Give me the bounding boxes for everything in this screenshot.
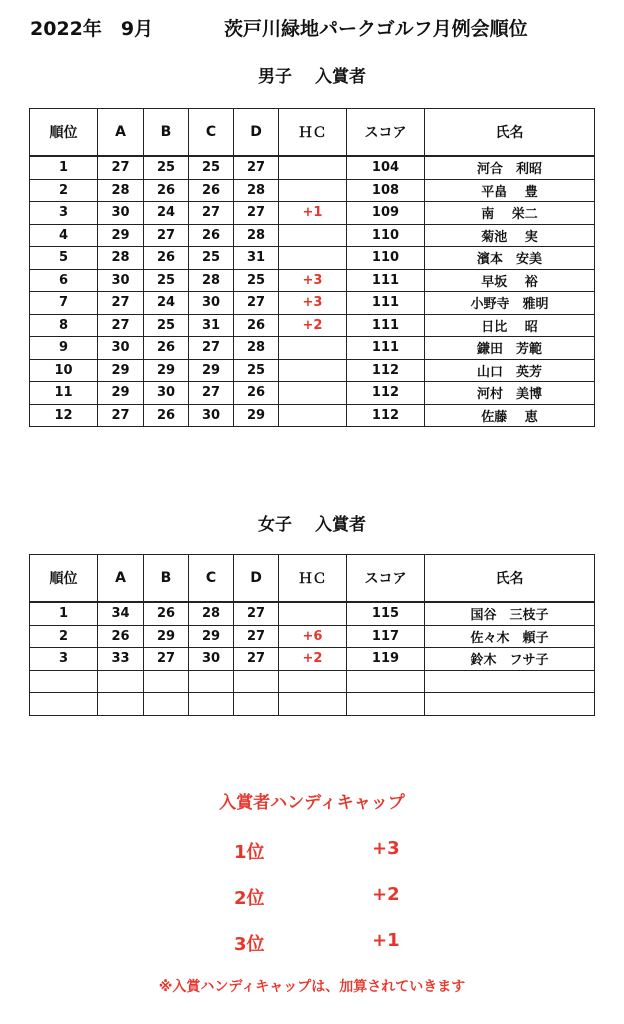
table-row [30, 224, 595, 247]
c-cell: 28 [189, 269, 234, 292]
b-cell: 26 [144, 247, 189, 270]
name-cell: 河村 美博 [425, 382, 595, 405]
d-cell: 29 [234, 404, 279, 427]
score-cell [347, 670, 425, 693]
b-cell [144, 693, 189, 716]
c-cell: 26 [189, 224, 234, 247]
rank-cell: 2 [30, 179, 98, 202]
d-cell: 27 [234, 202, 279, 225]
rank-cell: 9 [30, 337, 98, 360]
c-cell [189, 693, 234, 716]
hc-cell [279, 224, 347, 247]
hc-cell [279, 247, 347, 270]
rank-cell: 2 [30, 625, 98, 648]
name-cell: 南 栄二 [425, 202, 595, 225]
d-cell: 25 [234, 359, 279, 382]
men-ranking-table [29, 108, 595, 427]
rank-cell: 3 [30, 202, 98, 225]
table-header-row [30, 109, 595, 157]
a-cell: 30 [98, 269, 144, 292]
col-score-header: スコア [347, 555, 425, 603]
b-cell: 27 [144, 224, 189, 247]
a-cell: 30 [98, 202, 144, 225]
name-cell: 日比 昭 [425, 314, 595, 337]
name-cell: 濱本 安美 [425, 247, 595, 270]
d-cell: 27 [234, 648, 279, 671]
handicap-title: 入賞者ハンディキャップ [219, 793, 405, 813]
hc-cell [279, 156, 347, 179]
table-row [30, 247, 595, 270]
score-cell [347, 693, 425, 716]
women-section-title: 女子 入賞者 [258, 515, 366, 535]
score-cell: 111 [347, 337, 425, 360]
table-row [30, 269, 595, 292]
c-cell: 29 [189, 359, 234, 382]
handicap-value-3: +1 [372, 930, 400, 951]
d-cell: 28 [234, 179, 279, 202]
name-cell: 山口 英芳 [425, 359, 595, 382]
hc-cell: +1 [279, 202, 347, 225]
c-cell: 30 [189, 404, 234, 427]
hc-cell [279, 337, 347, 360]
b-cell: 24 [144, 202, 189, 225]
name-cell [425, 670, 595, 693]
b-cell: 30 [144, 382, 189, 405]
a-cell [98, 670, 144, 693]
b-cell: 25 [144, 156, 189, 179]
col-c-header: C [189, 555, 234, 603]
rank-cell: 10 [30, 359, 98, 382]
a-cell: 27 [98, 404, 144, 427]
name-cell: 国谷 三枝子 [425, 602, 595, 625]
d-cell: 26 [234, 382, 279, 405]
rank-cell: 1 [30, 602, 98, 625]
a-cell: 33 [98, 648, 144, 671]
c-cell: 25 [189, 247, 234, 270]
rank-cell: 5 [30, 247, 98, 270]
c-cell: 28 [189, 602, 234, 625]
table-row [30, 382, 595, 405]
handicap-value-2: +2 [372, 884, 400, 905]
rank-cell [30, 693, 98, 716]
a-cell: 28 [98, 179, 144, 202]
d-cell: 25 [234, 269, 279, 292]
table-row [30, 693, 595, 716]
hc-cell [279, 670, 347, 693]
name-cell: 鎌田 芳範 [425, 337, 595, 360]
table-row [30, 670, 595, 693]
name-cell: 早坂 裕 [425, 269, 595, 292]
d-cell: 28 [234, 337, 279, 360]
score-cell: 109 [347, 202, 425, 225]
score-cell: 111 [347, 314, 425, 337]
table-row [30, 179, 595, 202]
col-c-header: C [189, 109, 234, 157]
table-row [30, 156, 595, 179]
b-cell: 26 [144, 602, 189, 625]
score-cell: 104 [347, 156, 425, 179]
col-hc-header: ＨＣ [279, 555, 347, 603]
c-cell: 31 [189, 314, 234, 337]
b-cell: 25 [144, 314, 189, 337]
rank-cell [30, 670, 98, 693]
a-cell: 28 [98, 247, 144, 270]
a-cell: 29 [98, 224, 144, 247]
col-a-header: A [98, 109, 144, 157]
score-cell: 110 [347, 224, 425, 247]
c-cell: 27 [189, 202, 234, 225]
hc-cell: +2 [279, 648, 347, 671]
name-cell: 河合 利昭 [425, 156, 595, 179]
col-hc-header: ＨＣ [279, 109, 347, 157]
c-cell: 29 [189, 625, 234, 648]
col-rank-header: 順位 [30, 109, 98, 157]
rank-cell: 8 [30, 314, 98, 337]
a-cell [98, 693, 144, 716]
d-cell: 27 [234, 602, 279, 625]
rank-cell: 11 [30, 382, 98, 405]
d-cell [234, 693, 279, 716]
handicap-value-1: +3 [372, 838, 400, 859]
event-date: 2022年 9月 [30, 18, 154, 40]
c-cell: 30 [189, 648, 234, 671]
page-header [30, 14, 610, 44]
c-cell [189, 670, 234, 693]
name-cell: 菊池 実 [425, 224, 595, 247]
name-cell: 小野寺 雅明 [425, 292, 595, 315]
hc-cell: +3 [279, 292, 347, 315]
table-row [30, 202, 595, 225]
hc-cell [279, 382, 347, 405]
table-row [30, 314, 595, 337]
hc-cell: +2 [279, 314, 347, 337]
col-d-header: D [234, 109, 279, 157]
table-row [30, 648, 595, 671]
d-cell: 27 [234, 292, 279, 315]
hc-cell [279, 602, 347, 625]
score-cell: 112 [347, 359, 425, 382]
b-cell: 29 [144, 625, 189, 648]
c-cell: 26 [189, 179, 234, 202]
men-section-title: 男子 入賞者 [258, 67, 366, 87]
table-row [30, 404, 595, 427]
c-cell: 30 [189, 292, 234, 315]
hc-cell: +3 [279, 269, 347, 292]
rank-cell: 6 [30, 269, 98, 292]
rank-cell: 7 [30, 292, 98, 315]
b-cell: 26 [144, 404, 189, 427]
hc-cell: +6 [279, 625, 347, 648]
d-cell: 26 [234, 314, 279, 337]
name-cell: 平畠 豊 [425, 179, 595, 202]
handicap-place-2: 2位 [234, 888, 265, 909]
rank-cell: 1 [30, 156, 98, 179]
a-cell: 34 [98, 602, 144, 625]
score-cell: 108 [347, 179, 425, 202]
col-rank-header: 順位 [30, 555, 98, 603]
b-cell: 26 [144, 179, 189, 202]
score-cell: 112 [347, 404, 425, 427]
hc-cell [279, 693, 347, 716]
handicap-place-3: 3位 [234, 934, 265, 955]
women-ranking-table [29, 554, 595, 716]
table-row [30, 337, 595, 360]
a-cell: 29 [98, 382, 144, 405]
rank-cell: 12 [30, 404, 98, 427]
table-row [30, 625, 595, 648]
b-cell: 25 [144, 269, 189, 292]
hc-cell [279, 179, 347, 202]
hc-cell [279, 404, 347, 427]
page-title: 茨戸川緑地パークゴルフ月例会順位 [224, 18, 528, 40]
score-cell: 111 [347, 269, 425, 292]
c-cell: 27 [189, 337, 234, 360]
a-cell: 26 [98, 625, 144, 648]
b-cell [144, 670, 189, 693]
score-cell: 119 [347, 648, 425, 671]
rank-cell: 3 [30, 648, 98, 671]
handicap-place-1: 1位 [234, 842, 265, 863]
d-cell: 27 [234, 625, 279, 648]
score-cell: 117 [347, 625, 425, 648]
table-header-row [30, 555, 595, 603]
b-cell: 26 [144, 337, 189, 360]
col-b-header: B [144, 109, 189, 157]
col-score-header: スコア [347, 109, 425, 157]
b-cell: 29 [144, 359, 189, 382]
name-cell: 佐々木 頼子 [425, 625, 595, 648]
b-cell: 27 [144, 648, 189, 671]
a-cell: 27 [98, 314, 144, 337]
hc-cell [279, 359, 347, 382]
score-cell: 110 [347, 247, 425, 270]
table-row [30, 602, 595, 625]
col-name-header: 氏名 [425, 555, 595, 603]
col-a-header: A [98, 555, 144, 603]
a-cell: 29 [98, 359, 144, 382]
handicap-note: ※入賞ハンディキャップは、加算されていきます [158, 979, 466, 995]
c-cell: 27 [189, 382, 234, 405]
score-cell: 115 [347, 602, 425, 625]
table-row [30, 292, 595, 315]
a-cell: 27 [98, 156, 144, 179]
b-cell: 24 [144, 292, 189, 315]
a-cell: 27 [98, 292, 144, 315]
name-cell: 佐藤 恵 [425, 404, 595, 427]
score-cell: 111 [347, 292, 425, 315]
col-b-header: B [144, 555, 189, 603]
score-cell: 112 [347, 382, 425, 405]
col-name-header: 氏名 [425, 109, 595, 157]
rank-cell: 4 [30, 224, 98, 247]
d-cell: 28 [234, 224, 279, 247]
col-d-header: D [234, 555, 279, 603]
table-row [30, 359, 595, 382]
d-cell: 27 [234, 156, 279, 179]
d-cell [234, 670, 279, 693]
name-cell: 鈴木 フサ子 [425, 648, 595, 671]
name-cell [425, 693, 595, 716]
d-cell: 31 [234, 247, 279, 270]
c-cell: 25 [189, 156, 234, 179]
a-cell: 30 [98, 337, 144, 360]
